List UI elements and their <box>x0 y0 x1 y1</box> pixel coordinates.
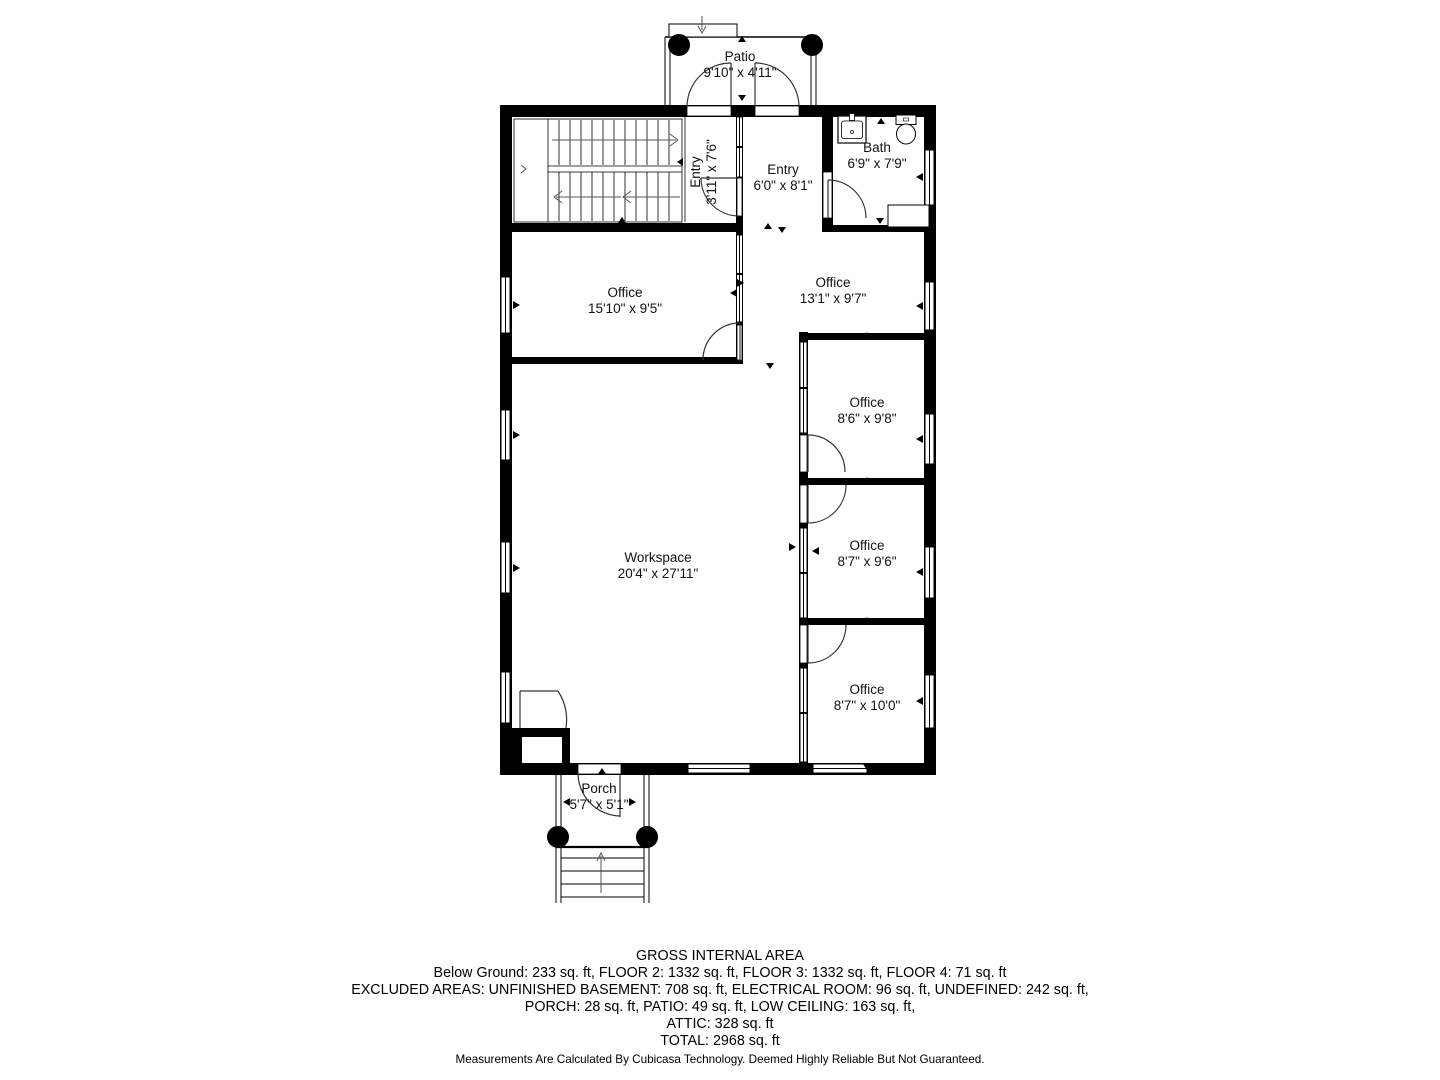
staircase <box>514 117 685 222</box>
room-label-workspace <box>618 550 699 581</box>
room-dims: 8'7" x 10'0" <box>833 698 901 713</box>
office-c-door <box>808 435 845 472</box>
room-label-office-c <box>837 395 896 426</box>
toilet <box>896 115 916 144</box>
room-label-office-e <box>834 682 901 713</box>
area-summary-attic: ATTIC: 328 sq. ft <box>666 1016 774 1032</box>
room-label-entry-small <box>688 139 719 205</box>
stair-treads-upper <box>559 120 669 165</box>
stair-direction-arrows <box>521 134 680 203</box>
window-mullions <box>736 147 808 713</box>
room-dims: 13'1" x 9'7" <box>799 291 867 306</box>
room-name: Entry <box>688 156 703 188</box>
room-name: Workspace <box>624 550 692 565</box>
area-summary <box>0 948 1440 1067</box>
porch-post <box>637 827 658 848</box>
room-dims: 6'9" x 7'9" <box>847 156 907 171</box>
room-label-office-b <box>800 275 867 306</box>
room-label-office-a <box>588 285 662 316</box>
room-name: Office <box>607 285 643 300</box>
room-dims: 20'4" x 27'11" <box>617 566 699 581</box>
office-a-door <box>703 323 740 360</box>
room-name: Office <box>849 538 885 553</box>
area-summary-title: GROSS INTERNAL AREA <box>636 948 804 964</box>
office-d-door <box>808 485 846 523</box>
room-dims: 5'7" x 5'1" <box>569 797 629 812</box>
room-name: Office <box>815 275 851 290</box>
porch-steps <box>561 858 644 897</box>
room-dims: 15'10" x 9'5" <box>587 301 663 316</box>
sink <box>838 114 866 144</box>
room-name: Patio <box>724 49 756 64</box>
area-summary-excluded-2: PORCH: 28 sq. ft, PATIO: 49 sq. ft, LOW CEILING: 163 sq. ft, <box>524 999 916 1015</box>
area-summary-excluded: EXCLUDED AREAS: UNFINISHED BASEMENT: 708 sq. ft, ELECTRICAL ROOM: 96 sq. ft, UNDEFINED: 242 sq. ft, <box>351 982 1089 998</box>
room-label-patio <box>703 49 776 80</box>
porch-step-arrow <box>597 853 605 893</box>
door-openings <box>578 106 832 774</box>
utility-closet <box>500 728 570 775</box>
room-name: Office <box>849 395 885 410</box>
area-summary-floors: Below Ground: 233 sq. ft, FLOOR 2: 1332 sq. ft, FLOOR 3: 1332 sq. ft, FLOOR 4: 71 sq. ft <box>433 965 1007 981</box>
room-dims: 8'7" x 9'6" <box>837 554 897 569</box>
room-name: Office <box>849 682 885 697</box>
patio-post <box>669 35 690 56</box>
interior-walls <box>500 111 936 775</box>
patio-post <box>802 35 823 56</box>
room-dims: 3'11" x 7'6" <box>704 139 719 205</box>
disclaimer: Measurements Are Calculated By Cubicasa Technology. Deemed Highly Reliable But Not Guaranteed. <box>455 1053 985 1066</box>
room-dims: 9'10" x 4'11" <box>703 65 777 80</box>
room-label-entry <box>753 162 812 193</box>
room-label-bath <box>847 140 906 171</box>
bath-door <box>828 180 866 218</box>
room-name: Entry <box>767 162 799 177</box>
room-label-office-d <box>837 538 896 569</box>
area-summary-total: TOTAL: 2968 sq. ft <box>660 1033 780 1049</box>
room-dims: 8'6" x 9'8" <box>837 411 897 426</box>
windows <box>501 117 934 773</box>
room-name: Bath <box>863 140 891 155</box>
glass-partitions <box>737 117 808 762</box>
room-dims: 6'0" x 8'1" <box>753 178 813 193</box>
closet-door <box>520 691 567 728</box>
room-name: Porch <box>581 781 617 796</box>
porch-post <box>548 827 569 848</box>
office-e-door <box>808 625 846 663</box>
shower-pan <box>888 205 929 227</box>
